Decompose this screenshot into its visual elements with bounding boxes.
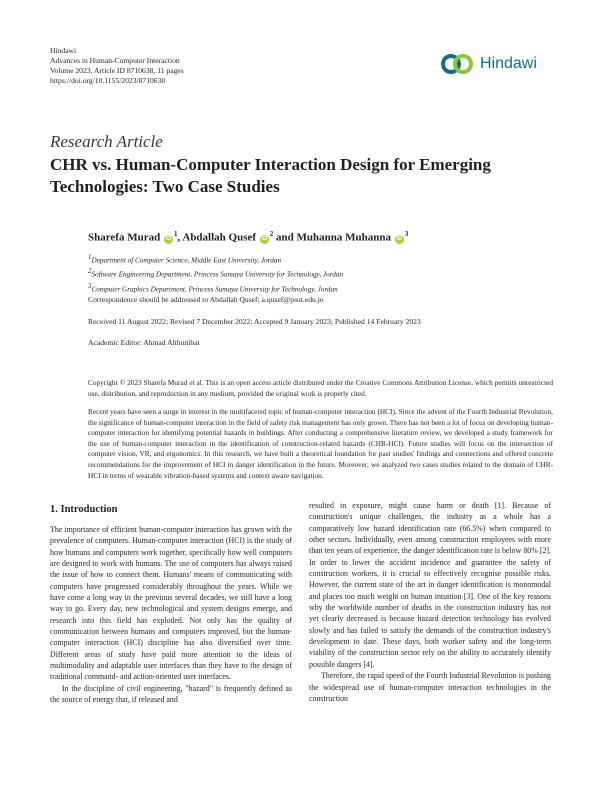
logo-wordmark: Hindawi [480,55,537,72]
affiliation-item: $^1$Department of Computer Science, Middle East University, Jordan [88,253,282,265]
article-type: Research Article [50,132,163,151]
author-affil-sup: 1 [173,230,178,238]
affiliations [88,252,343,295]
author-separator: , [177,231,183,244]
author-name[interactable]: Sharefa Murad [88,231,161,244]
publisher-name: Hindawi [50,46,77,55]
abstract: Recent years have seen a surge in interest in the multifaceted topic of human-computer interaction (HCI). Since the advent of the Fourth Industrial Revolution, the significance of human-computer interaction in the field of safety risk management has only grown. There has not been a lot of focus on developing human-computer interaction for identifying potential hazards in buildings. After conducting a comprehensive literature review, we developed a study framework for the use of human-computer interaction in the identification of construction-related hazards (CHR-HCI). Future studies will focus on the intersection of computer vision, VR, and ergonomics. In this research, we have built a theoretical foundation for past studies' findings and connections and offered concrete recommendations for the improvement of HCI in danger identification in the future. Moreover, we analyzed two cases studies related to the domain of CHR-HCI in terms of wearable vibration-based systems and context aware navigation. [88,407,553,480]
correspondence: Correspondence should be addressed to Abdallah Qusef; a.qusef@psut.edu.jo [88,295,324,304]
orcid-icon[interactable]: iD [165,235,172,242]
affiliation-item: $^3$Computer Graphics Department, Princess Sumaya University for Technology, Jordan [88,281,338,294]
academic-editor: Academic Editor: Ahmad Althunibat [88,338,200,347]
author-affil-sup: 2 [269,230,274,238]
copyright-notice: Copyright © 2023 Sharefa Murad et al. This is an open access article distributed under the Creative Commons Attribution License, which permits unrestricted use, distribution, and reproduction in any medium, provided the original work is properly cited. [88,378,553,398]
doi-link[interactable]: https://doi.org/10.1155/2023/8710638 [50,76,166,85]
volume-info: Volume 2023, Article ID 8710638, 11 pages [50,66,184,75]
author-name[interactable]: Muhanna Muhanna [296,231,392,244]
journal-name: Advances in Human-Computer Interaction [50,56,180,65]
body-column-right [309,500,551,704]
author-separator: and [273,231,297,244]
author-affil-sup: 3 [404,230,409,238]
journal-metadata [50,46,184,86]
paragraph: In the discipline of civil engineering, "hazard" is frequently defined as the source of energy that, if released and [50,683,292,705]
affiliation-item: $^2$Software Engineering Department, Princess Sumaya University for Technology, Jordan [88,267,344,279]
hindawi-logo-icon [440,53,474,75]
section-heading-introduction: 1. Introduction [50,504,118,515]
orcid-icon[interactable]: iD [396,235,403,242]
paragraph: The importance of efficient human-computer interaction has grown with the prevalence of computers. Human-computer interaction (HCI) is the study of how humans and computers work together, specifically how well computers are designed to work with humans. The use of computers has always raised the issue of how to connect them. Humans' means of communicating with computers have progressed considerably throughout the years. While we have come a long way in the previous several decades, we still have a long way to go. Every day, new technological and system designs emerge, and research into this field has exploded. Not only has the quality of communication between humans and computers improved, but the human-computer interaction (HCI) discipline has also diversified over time. Different areas of study have paid more attention to the ideas of multimodality and adaptable user interfaces than they have to the design of traditional command- and action-oriented user interfaces. [50,525,292,682]
author-name[interactable]: Abdallah Qusef [182,231,257,244]
body-column-left [50,524,292,706]
hindawi-logo [440,48,548,80]
paragraph: resulted in exposure, might cause harm or death [1]. Because of construction's unique challenges, the industry as a whole has a comparatively low hazard identification rate (66.5%) when compared to other sectors. Individually, even among construction employees with more than ten years of experience, the danger identification rate is below 80% [2]. In order to lower the accident incidence and guarantee the safety of construction workers, it is crucial to effectively recognise possible risks. However, the current state of the art in danger identification is monomodal and places too much weight on human intuition [3]. One of the key reasons why the worldwide number of deaths in the construction industry has not yet clearly decreased is because hazard detection technology has evolved slowly and has failed to satisfy the demands of the construction industry's development to date. These days, both worker safety and the long-term viability of the construction sector rely on the ability to accurately identify possible dangers [4]. [309,501,551,669]
author-list [88,230,408,244]
paragraph: Therefore, the rapid speed of the Fourth Industrial Revolution is pushing the widespread use of human-computer interaction technologies in the construction [309,671,551,703]
orcid-icon[interactable]: iD [261,235,268,242]
publication-dates: Received 11 August 2022; Revised 7 December 2022; Accepted 9 January 2023; Published 14 February 2023 [88,317,421,326]
paper-title: CHR vs. Human-Computer Interaction Design for Emerging Technologies: Two Case Studies [50,155,491,196]
